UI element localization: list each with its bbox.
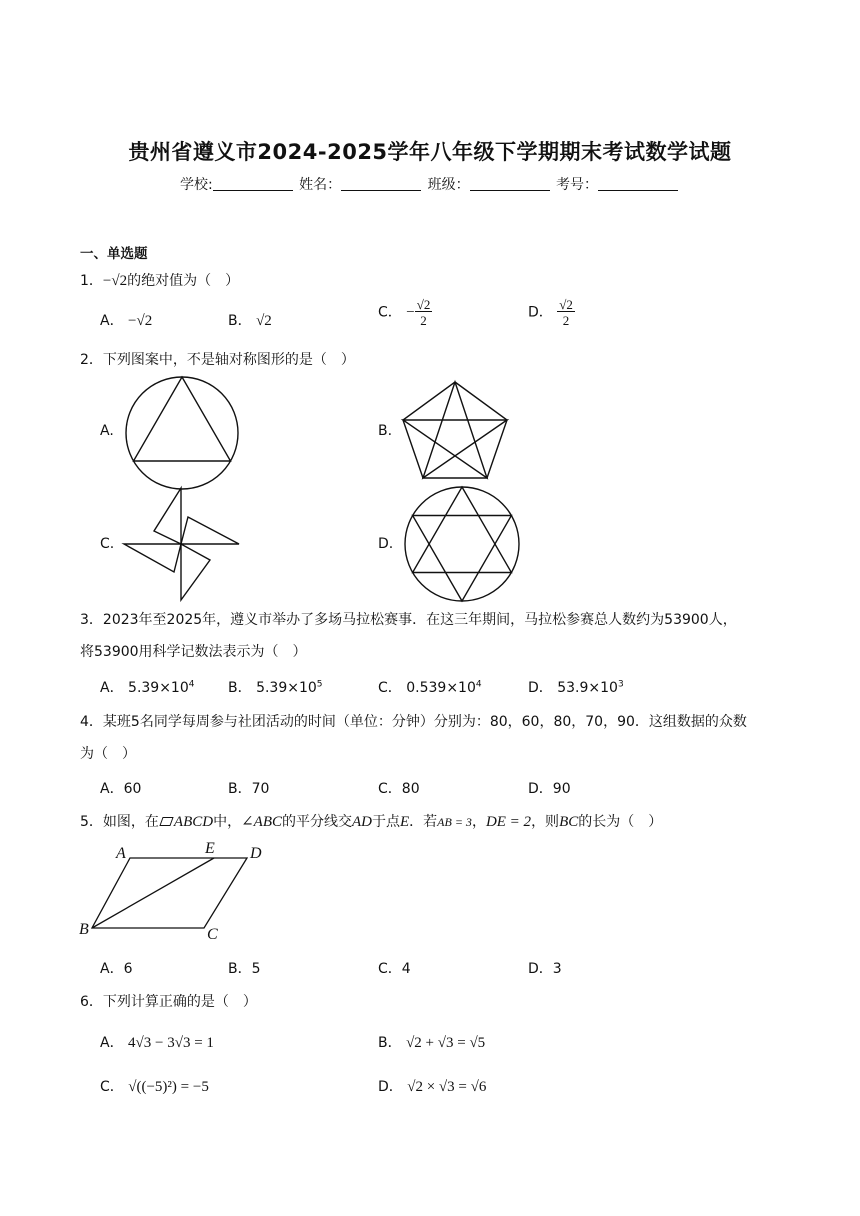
label-point-c: C — [207, 926, 218, 943]
q6-option-c-label: C． — [100, 1079, 124, 1095]
figure-d-triangle-up — [413, 487, 512, 573]
q5-segment-bc: BC — [559, 814, 579, 830]
name-label: 姓名： — [299, 177, 342, 193]
section-heading: 一、单选题 — [80, 246, 148, 262]
question-2 — [80, 349, 355, 369]
q1-option-c-numerator: √2 — [416, 297, 431, 312]
q3-option-d — [528, 677, 624, 697]
exam-number-blank — [598, 176, 678, 191]
q6-stem: 下列计算正确的是（ ） — [102, 994, 257, 1010]
q6-option-a-label: A． — [100, 1035, 124, 1051]
q3-option-c-exponent: 4 — [475, 679, 482, 690]
label-point-e: E — [205, 840, 215, 857]
q4-option-a — [100, 778, 141, 798]
q3-option-c-mantissa: 0.539×10 — [406, 680, 476, 696]
q4-option-c-label: C． — [378, 781, 402, 797]
q3-option-b — [228, 677, 323, 697]
q1-option-c-label: C． — [378, 304, 402, 321]
q1-option-d-numerator: √2 — [559, 297, 573, 312]
q5-parallelogram-name: ABCD — [173, 814, 214, 830]
q5-separator: ， — [471, 814, 486, 830]
q4-option-b-value: 70 — [251, 781, 270, 797]
q1-option-b-value: √2 — [256, 313, 272, 329]
q5-option-a — [100, 958, 133, 978]
q5-stem-d: 于点 — [372, 814, 400, 830]
q4-option-c-value: 80 — [401, 781, 420, 797]
q6-option-d-label: D． — [378, 1079, 403, 1095]
figure-c-blade-bottom — [181, 544, 210, 600]
question-4 — [80, 711, 747, 731]
q1-option-c-fraction — [415, 298, 433, 327]
figure-c-blade-top — [154, 488, 181, 544]
label-point-d: D — [250, 845, 262, 862]
q3-option-a-mantissa: 5.39×10 — [128, 680, 189, 696]
q5-stem-b: 中， — [213, 814, 242, 830]
q5-stem-g: 的长为（ ） — [578, 814, 663, 830]
student-info-line — [0, 174, 860, 194]
q4-stem-line1: 某班5名同学每周参与社团活动的时间（单位：分钟）分别为：80，60，80，70，90．这组数据的众数 — [102, 714, 747, 730]
exam-title: 贵州省遵义市2024-2025学年八年级下学期期末考试数学试题 — [128, 140, 732, 164]
q1-option-a-label: A． — [100, 313, 124, 329]
figure-c-blade-left — [124, 544, 181, 572]
question-3 — [80, 609, 737, 629]
figure-pentagram — [400, 380, 510, 480]
figure-parallelogram-abcd — [74, 838, 274, 948]
q3-option-c — [378, 677, 482, 697]
q5-given-ab: AB = 3 — [437, 815, 472, 829]
figure-c-blade-right — [181, 517, 239, 544]
figure-a-triangle — [134, 377, 231, 461]
q3-option-b-exponent: 5 — [316, 679, 323, 690]
q5-option-c-value: 4 — [401, 961, 411, 977]
q5-angle: ∠ABC — [241, 814, 282, 830]
parallelogram-symbol — [159, 817, 173, 826]
figure-d-triangle-down — [413, 516, 512, 602]
q1-option-d-fraction — [557, 298, 575, 327]
q5-stem-a: 如图，在 — [102, 814, 159, 830]
q5-option-d-label: D． — [528, 961, 553, 977]
q5-option-a-value: 6 — [123, 961, 133, 977]
q6-option-a — [100, 1032, 214, 1052]
q3-option-d-exponent: 3 — [617, 679, 624, 690]
q1-option-d — [528, 298, 575, 327]
q5-given-de: DE = 2 — [485, 814, 532, 830]
q4-option-b — [228, 778, 269, 798]
figure-pinwheel — [122, 486, 242, 602]
q5-segment-ad: AD — [352, 814, 372, 830]
q4-stem-line2: 为（ ） — [80, 746, 136, 762]
q3-stem-line2: 将53900用科学记数法表示为（ ） — [80, 644, 307, 660]
q6-option-b — [378, 1032, 485, 1052]
q1-option-d-denominator: 2 — [562, 313, 570, 328]
q4-option-d-label: D． — [528, 781, 553, 797]
q5-stem-c: 的平分线交 — [282, 814, 352, 830]
q1-option-c-denominator: 2 — [420, 313, 427, 328]
q1-option-c-sign: − — [406, 304, 415, 321]
q5-option-a-label: A． — [100, 961, 124, 977]
q3-option-c-label: C． — [378, 680, 402, 696]
q2-option-a-label: A. — [100, 423, 114, 439]
q1-stem-math: −√2 — [102, 273, 128, 289]
figure-a-circle — [126, 377, 238, 489]
q5-stem-f: ，则 — [531, 814, 560, 830]
q5-point-e: E — [400, 814, 410, 830]
q2-option-b-label: B. — [378, 423, 393, 439]
exam-number-label: 考号： — [556, 177, 599, 193]
figure-d-circle — [405, 487, 519, 601]
q3-option-b-mantissa: 5.39×10 — [256, 680, 317, 696]
q1-stem-text: 的绝对值为（ ） — [127, 273, 240, 289]
q1-number: 1． — [80, 273, 103, 289]
q2-stem: 下列图案中，不是轴对称图形的是（ ） — [102, 352, 355, 368]
q1-option-d-label: D． — [528, 304, 553, 321]
q3-option-d-mantissa: 53.9×10 — [557, 680, 618, 696]
q2-number: 2． — [80, 352, 103, 368]
q2-option-d-label: D. — [378, 536, 394, 552]
q6-option-d — [378, 1076, 486, 1096]
q1-option-c — [378, 298, 432, 327]
class-blank — [470, 176, 550, 191]
q6-number: 6． — [80, 994, 103, 1010]
class-label: 班级： — [427, 177, 470, 193]
q5-stem-e: ．若 — [409, 814, 438, 830]
q3-option-d-label: D． — [528, 680, 553, 696]
q3-option-a-label: A． — [100, 680, 124, 696]
parallelogram-outline — [92, 858, 247, 928]
q5-option-d-value: 3 — [552, 961, 562, 977]
q3-option-a-exponent: 4 — [188, 679, 195, 690]
q3-option-a — [100, 677, 194, 697]
q2-option-c-label: C. — [100, 536, 115, 552]
q4-option-d — [528, 778, 571, 798]
school-blank — [213, 176, 293, 191]
label-point-b: B — [79, 921, 89, 938]
figure-hexagram-in-circle — [402, 486, 522, 602]
q5-option-b — [228, 958, 261, 978]
q4-option-c — [378, 778, 420, 798]
q3-option-b-label: B． — [228, 680, 252, 696]
q1-option-a-value: −√2 — [128, 313, 153, 329]
q6-option-c-value: √((−5)²) = −5 — [128, 1079, 209, 1095]
q1-option-a — [100, 310, 152, 330]
q6-option-b-value: √2 + √3 = √5 — [406, 1035, 486, 1051]
label-point-a: A — [116, 845, 126, 862]
q4-option-b-label: B． — [228, 781, 252, 797]
school-label: 学校: — [179, 177, 213, 193]
q3-number: 3． — [80, 612, 103, 628]
q5-option-d — [528, 958, 562, 978]
q5-option-c — [378, 958, 411, 978]
q6-option-b-label: B． — [378, 1035, 402, 1051]
q4-number: 4． — [80, 714, 103, 730]
q5-option-b-label: B． — [228, 961, 252, 977]
question-5 — [80, 811, 662, 831]
q4-option-d-value: 90 — [552, 781, 571, 797]
q4-option-a-value: 60 — [123, 781, 142, 797]
q3-stem-line1: 2023年至2025年，遵义市举办了多场马拉松赛事．在这三年期间，马拉松参赛总人数约为53900人， — [102, 612, 737, 628]
q5-option-b-value: 5 — [251, 961, 261, 977]
name-blank — [341, 176, 421, 191]
q5-option-c-label: C． — [378, 961, 402, 977]
q5-number: 5． — [80, 814, 103, 830]
figure-triangle-in-circle — [122, 373, 242, 493]
q6-option-d-value: √2 × √3 = √6 — [407, 1079, 487, 1095]
q4-option-a-label: A． — [100, 781, 124, 797]
q1-option-b — [228, 310, 272, 330]
question-1 — [80, 270, 239, 290]
q6-option-a-value: 4√3 − 3√3 = 1 — [128, 1035, 214, 1051]
q1-option-b-label: B． — [228, 313, 252, 329]
question-6 — [80, 991, 257, 1011]
q6-option-c — [100, 1076, 209, 1096]
